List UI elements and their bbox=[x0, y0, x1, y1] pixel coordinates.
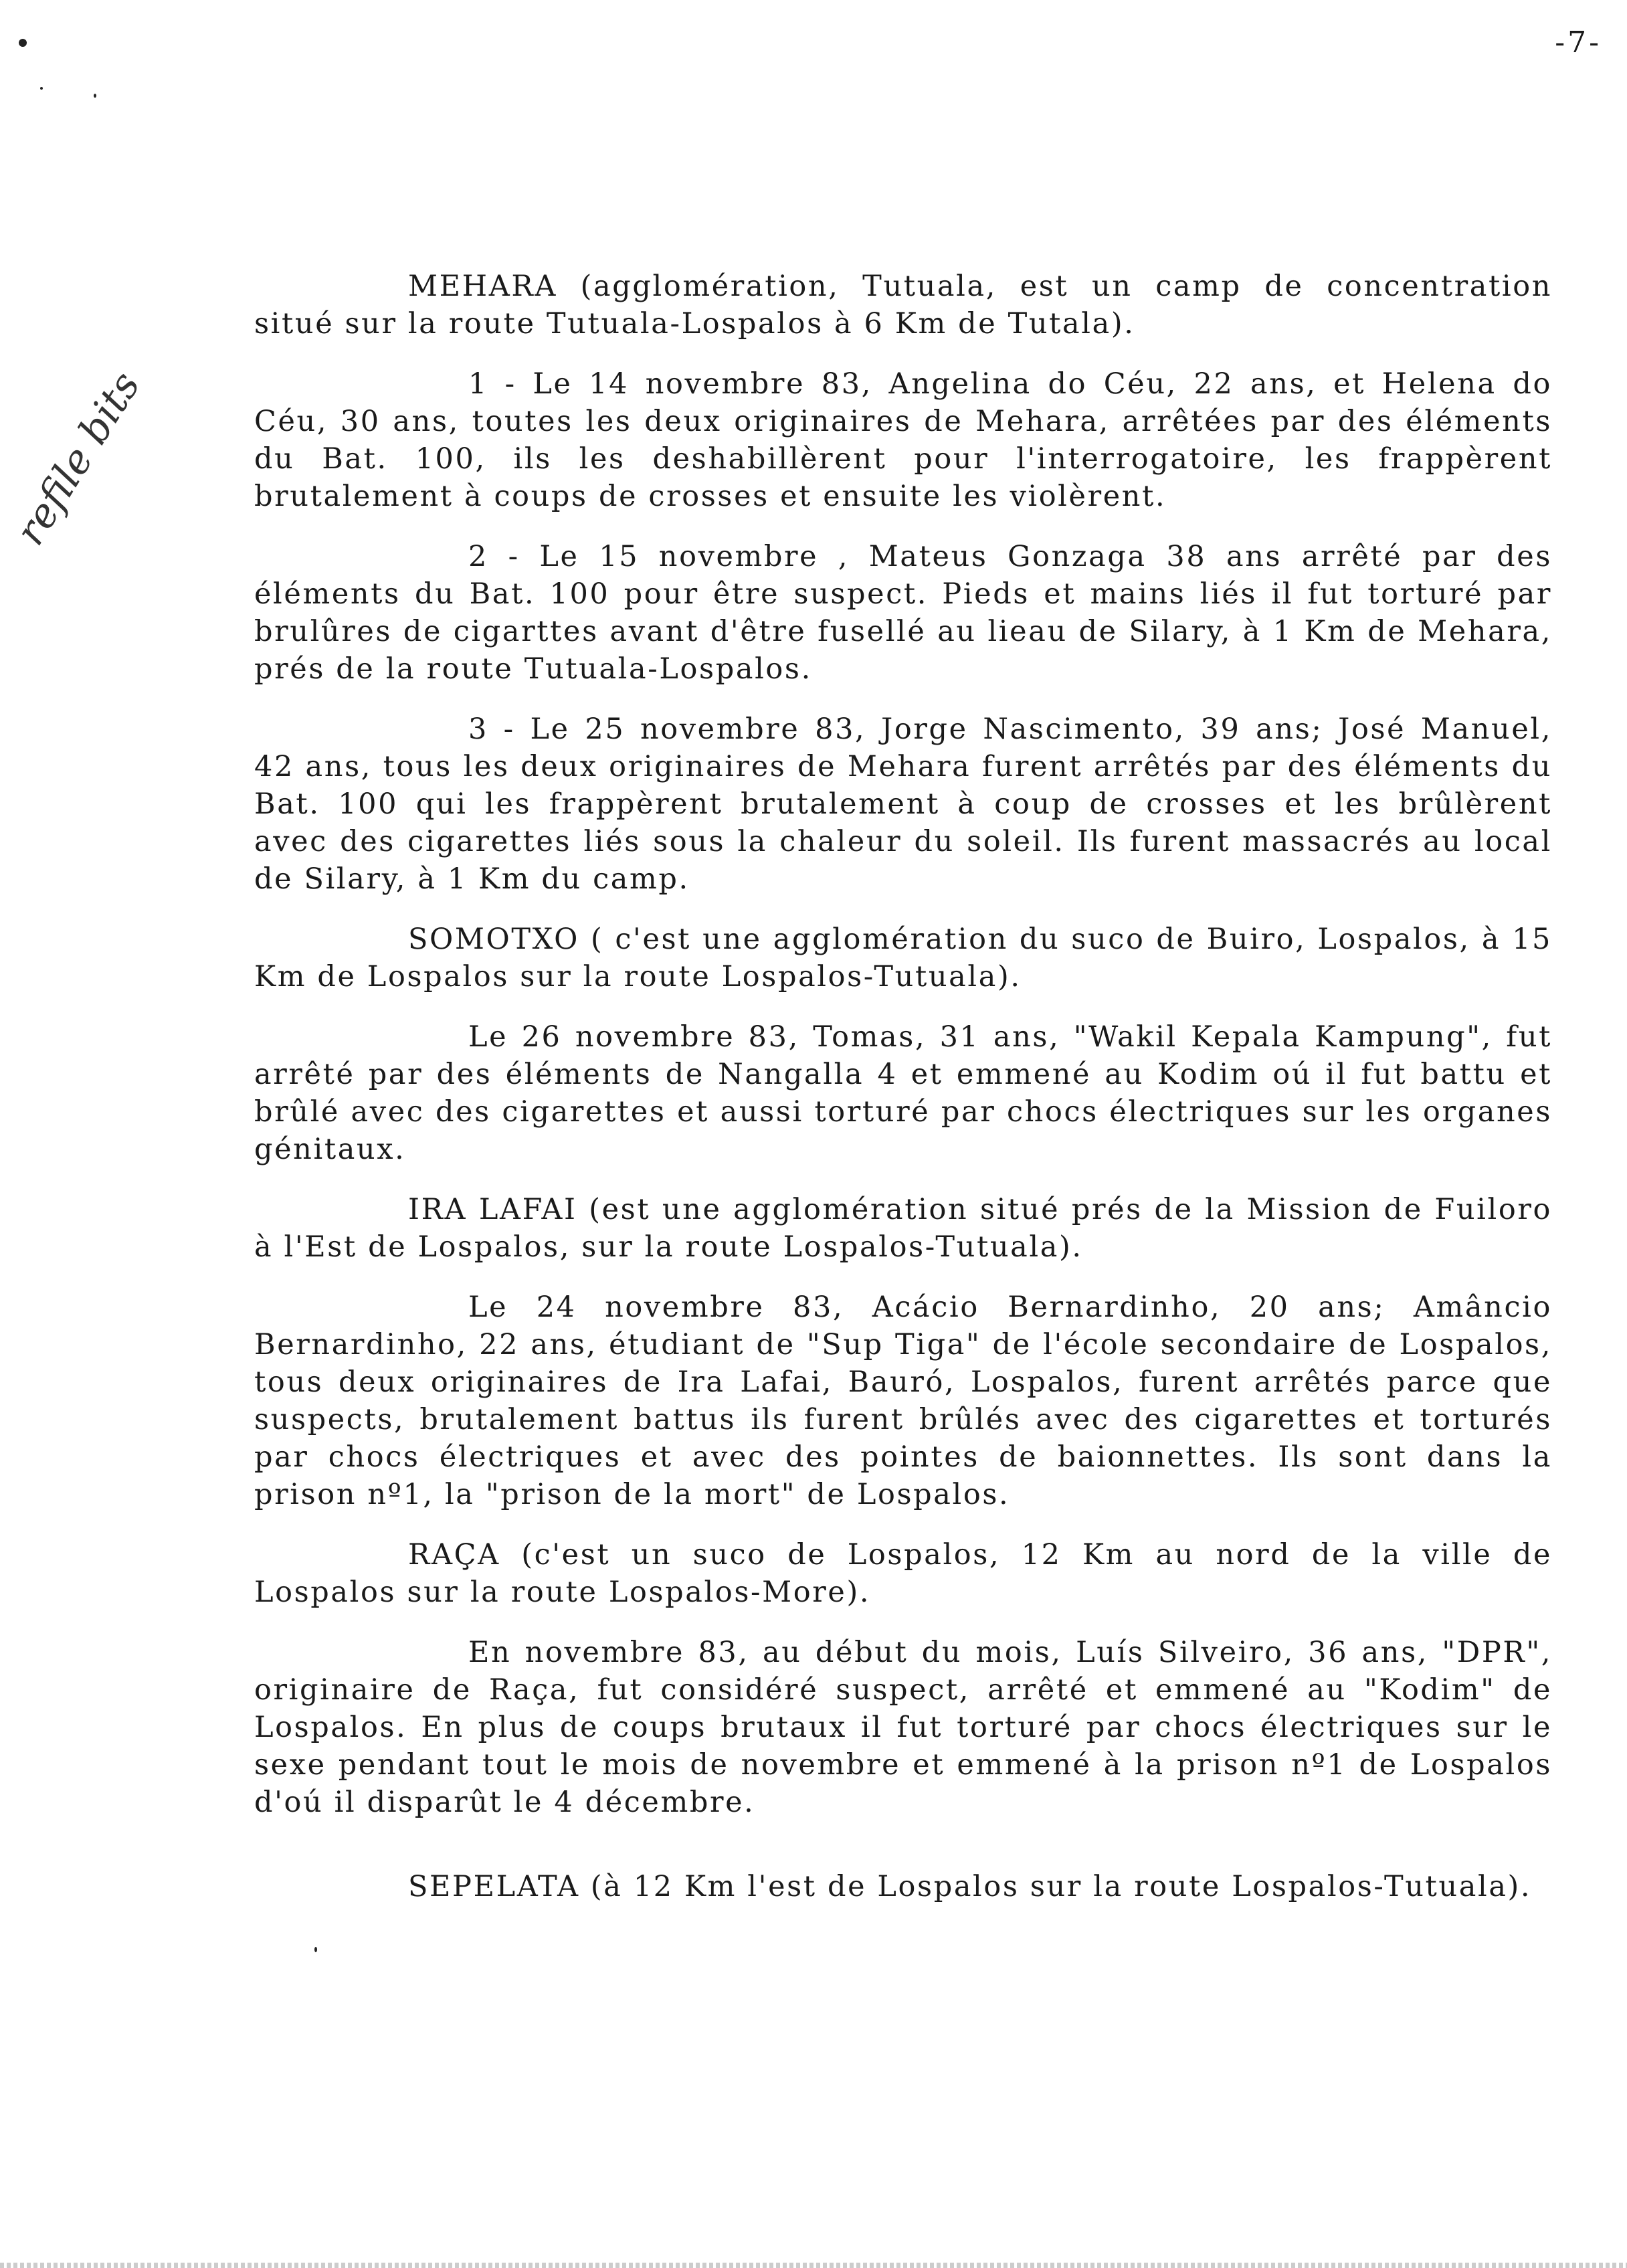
scan-edge-artifact bbox=[0, 2263, 1627, 2268]
paragraph-mehara-3: 3 - Le 25 novembre 83, Jorge Nascimento, 39 ans; José Manuel, 42 ans, tous les deux originaires de Mehara furent arrêtés par des éléments du Bat. 100 qui les frappèrent brutalement à coup de crosses et les brûlèrent avec des cigarettes liés sous la chaleur du soleil. Ils furent massacrés au local de Silary, à 1 Km du camp. bbox=[254, 713, 1552, 896]
paragraph-mehara-1: 1 - Le 14 novembre 83, Angelina do Céu, 22 ans, et Helena do Céu, 30 ans, toutes les deux originaires de Mehara, arrêtées par des éléments du Bat. 100, ils les deshabillèrent pour l'interrogatoire, les frappèrent brutalement à coups de crosses et ensuite les violèrent. bbox=[254, 367, 1552, 513]
scan-speck bbox=[94, 94, 96, 98]
section-heading-ira-lafai: IRA LAFAI (est une agglomération situé prés de la Mission de Fuiloro à l'Est de Lospalos, sur la route Lospalos-Tutuala). bbox=[254, 1193, 1552, 1264]
page-number: -7- bbox=[1555, 25, 1602, 60]
paragraph-mehara-2: 2 - Le 15 novembre , Mateus Gonzaga 38 ans arrêté par des éléments du Bat. 100 pour être suspect. Pieds et mains liés il fut torturé par brulûres de cigarttes avant d'être fusellé au lieau de Silary, à 1 Km de Mehara, prés de la route Tutuala-Lospalos. bbox=[254, 540, 1552, 686]
scan-speck bbox=[40, 87, 43, 90]
paragraph-ira-lafai-1: Le 24 novembre 83, Acácio Bernardinho, 20 ans; Amâncio Bernardinho, 22 ans, étudiant de "Sup Tiga" de l'école secondaire de Lospalos, tous deux originaires de Ira Lafai, Bauró, Lospalos, furent arrêtés parce que suspects, brutalement battus ils furent brûlés avec des cigarettes et torturés par chocs électriques et avec des pointes de baionnettes. Ils sont dans la prison nº1, la "prison de la mort" de Lospalos. bbox=[254, 1291, 1552, 1511]
paragraph-raca-1: En novembre 83, au début du mois, Luís Silveiro, 36 ans, "DPR", originaire de Raça, fut considéré suspect, arrêté et emmené au "Kodim" de Lospalos. En plus de coups brutaux il fut torturé par chocs électriques sur le sexe pendant tout le mois de novembre et emmené à la prison nº1 de Lospalos d'oú il disparût le 4 décembre. bbox=[254, 1636, 1552, 1819]
section-heading-somotxo: SOMOTXO ( c'est une agglomération du suco de Buiro, Lospalos, à 15 Km de Lospalos sur la route Lospalos-Tutuala). bbox=[254, 923, 1552, 994]
scan-speck bbox=[19, 39, 27, 47]
document-body bbox=[254, 268, 1552, 1928]
handwritten-margin-note: refile bits bbox=[7, 363, 150, 554]
section-heading-raca: RAÇA (c'est un suco de Lospalos, 12 Km au nord de la ville de Lospalos sur la route Lospalos-More). bbox=[254, 1538, 1552, 1609]
scan-speck bbox=[314, 1947, 317, 1952]
section-heading-mehara: MEHARA (agglomération, Tutuala, est un camp de concentration situé sur la route Tutuala-Lospalos à 6 Km de Tutala). bbox=[254, 270, 1552, 341]
paragraph-somotxo-1: Le 26 novembre 83, Tomas, 31 ans, "Wakil Kepala Kampung", fut arrêté par des éléments de Nangalla 4 et emmené au Kodim oú il fut battu et brûlé avec des cigarettes et aussi torturé par chocs électriques sur les organes génitaux. bbox=[254, 1020, 1552, 1166]
section-heading-sepelata: SEPELATA (à 12 Km l'est de Lospalos sur la route Lospalos-Tutuala). bbox=[408, 1870, 1532, 1903]
